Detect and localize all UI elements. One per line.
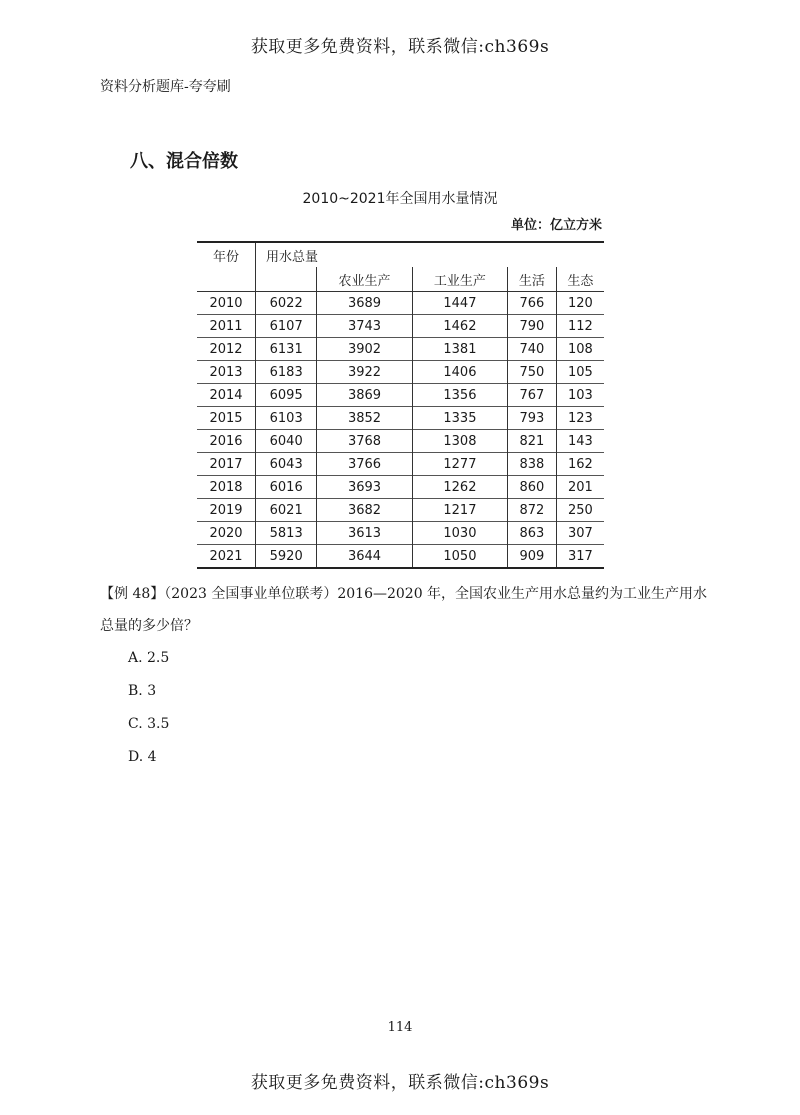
table-row: [197, 522, 604, 545]
value-cell: 909: [508, 545, 557, 569]
value-cell: 1462: [412, 315, 507, 338]
value-cell: 6040: [269, 433, 303, 449]
value-cell: 6107: [269, 318, 303, 334]
value-cell: 108: [556, 338, 604, 361]
value-cell: 112: [556, 315, 604, 338]
question-text: 【例 48】（2023 全国事业单位联考）2016—2020 年，全国农业生产用水总量约为工业生产用水总量的多少倍？: [100, 586, 708, 634]
water-usage-table: [197, 241, 604, 569]
value-cell: 872: [508, 499, 557, 522]
value-cell: 103: [556, 384, 604, 407]
value-cell: 767: [508, 384, 557, 407]
value-cell: 3768: [317, 430, 412, 453]
value-cell: 3852: [317, 407, 412, 430]
value-cell: 1050: [412, 545, 507, 569]
value-cell: 3689: [317, 292, 412, 315]
table-row: [197, 361, 604, 384]
header-blank: [197, 267, 256, 292]
option-d: D. 4: [128, 749, 157, 765]
year-cell: 2010: [197, 292, 256, 315]
value-cell: 5813: [269, 525, 303, 541]
table-row: [197, 476, 604, 499]
page-number: 114: [387, 1020, 413, 1035]
value-cell: 6183: [269, 364, 303, 380]
year-cell: 2020: [197, 522, 256, 545]
year-cell: 2018: [197, 476, 256, 499]
table-row: [197, 407, 604, 430]
value-cell: 1030: [412, 522, 507, 545]
value-cell: 3693: [317, 476, 412, 499]
value-cell: 1406: [412, 361, 507, 384]
value-cell: 3902: [317, 338, 412, 361]
value-cell: 3682: [317, 499, 412, 522]
table-row: [197, 545, 604, 569]
header-ecology: 生态: [556, 267, 604, 292]
value-cell: 1447: [412, 292, 507, 315]
header-blank-total: [256, 267, 317, 292]
value-cell: 6131: [269, 341, 303, 357]
value-cell: 793: [508, 407, 557, 430]
value-cell: 6016: [269, 479, 303, 495]
value-cell: 1381: [412, 338, 507, 361]
value-cell: 821: [508, 430, 557, 453]
value-cell: 1356: [412, 384, 507, 407]
document-header: 资料分析题库-夸夸刷: [100, 79, 231, 95]
value-cell: 1335: [412, 407, 507, 430]
table-unit: 单位：亿立方米: [510, 218, 602, 233]
value-cell: 838: [508, 453, 557, 476]
table-row: [197, 499, 604, 522]
value-cell: 6095: [269, 387, 303, 403]
value-cell: 250: [556, 499, 604, 522]
value-cell: 3922: [317, 361, 412, 384]
year-cell: 2019: [197, 499, 256, 522]
table-row: [197, 315, 604, 338]
table-row: [197, 384, 604, 407]
value-cell: 201: [556, 476, 604, 499]
header-industry: 工业生产: [412, 267, 507, 292]
value-cell: 750: [508, 361, 557, 384]
watermark-bottom: 获取更多免费资料，联系微信:ch369s: [250, 1073, 550, 1093]
section-title: 八、混合倍数: [130, 151, 238, 172]
year-cell: 2014: [197, 384, 256, 407]
value-cell: 3766: [317, 453, 412, 476]
option-a: A. 2.5: [128, 650, 170, 666]
year-cell: 2015: [197, 407, 256, 430]
table-row: [197, 292, 604, 315]
value-cell: 307: [556, 522, 604, 545]
value-cell: 6103: [269, 410, 303, 426]
value-cell: 766: [508, 292, 557, 315]
value-cell: 3869: [317, 384, 412, 407]
value-cell: 3613: [317, 522, 412, 545]
value-cell: 123: [556, 407, 604, 430]
value-cell: 162: [556, 453, 604, 476]
value-cell: 5920: [269, 548, 303, 564]
table-row: [197, 338, 604, 361]
option-b: B. 3: [128, 683, 157, 699]
value-cell: 860: [508, 476, 557, 499]
header-year: 年份: [197, 242, 256, 267]
header-total: 用水总量: [256, 242, 605, 267]
option-c: C. 3.5: [128, 716, 170, 732]
header-agriculture: 农业生产: [317, 267, 412, 292]
value-cell: 105: [556, 361, 604, 384]
value-cell: 6022: [269, 295, 303, 311]
table-row: [197, 430, 604, 453]
table-row: [197, 453, 604, 476]
year-cell: 2012: [197, 338, 256, 361]
table-title: 2010~2021年全国用水量情况: [302, 191, 498, 207]
value-cell: 790: [508, 315, 557, 338]
value-cell: 3743: [317, 315, 412, 338]
value-cell: 863: [508, 522, 557, 545]
watermark-top: 获取更多免费资料，联系微信:ch369s: [250, 37, 550, 57]
year-cell: 2011: [197, 315, 256, 338]
value-cell: 120: [556, 292, 604, 315]
value-cell: 3644: [317, 545, 412, 569]
value-cell: 1262: [412, 476, 507, 499]
value-cell: 740: [508, 338, 557, 361]
value-cell: 1277: [412, 453, 507, 476]
value-cell: 143: [556, 430, 604, 453]
value-cell: 6021: [269, 502, 303, 518]
year-cell: 2013: [197, 361, 256, 384]
year-cell: 2021: [197, 545, 256, 569]
header-domestic: 生活: [508, 267, 557, 292]
table-body: [197, 292, 604, 569]
value-cell: 317: [556, 545, 604, 569]
year-cell: 2017: [197, 453, 256, 476]
year-cell: 2016: [197, 430, 256, 453]
value-cell: 6043: [269, 456, 303, 472]
value-cell: 1217: [412, 499, 507, 522]
value-cell: 1308: [412, 430, 507, 453]
